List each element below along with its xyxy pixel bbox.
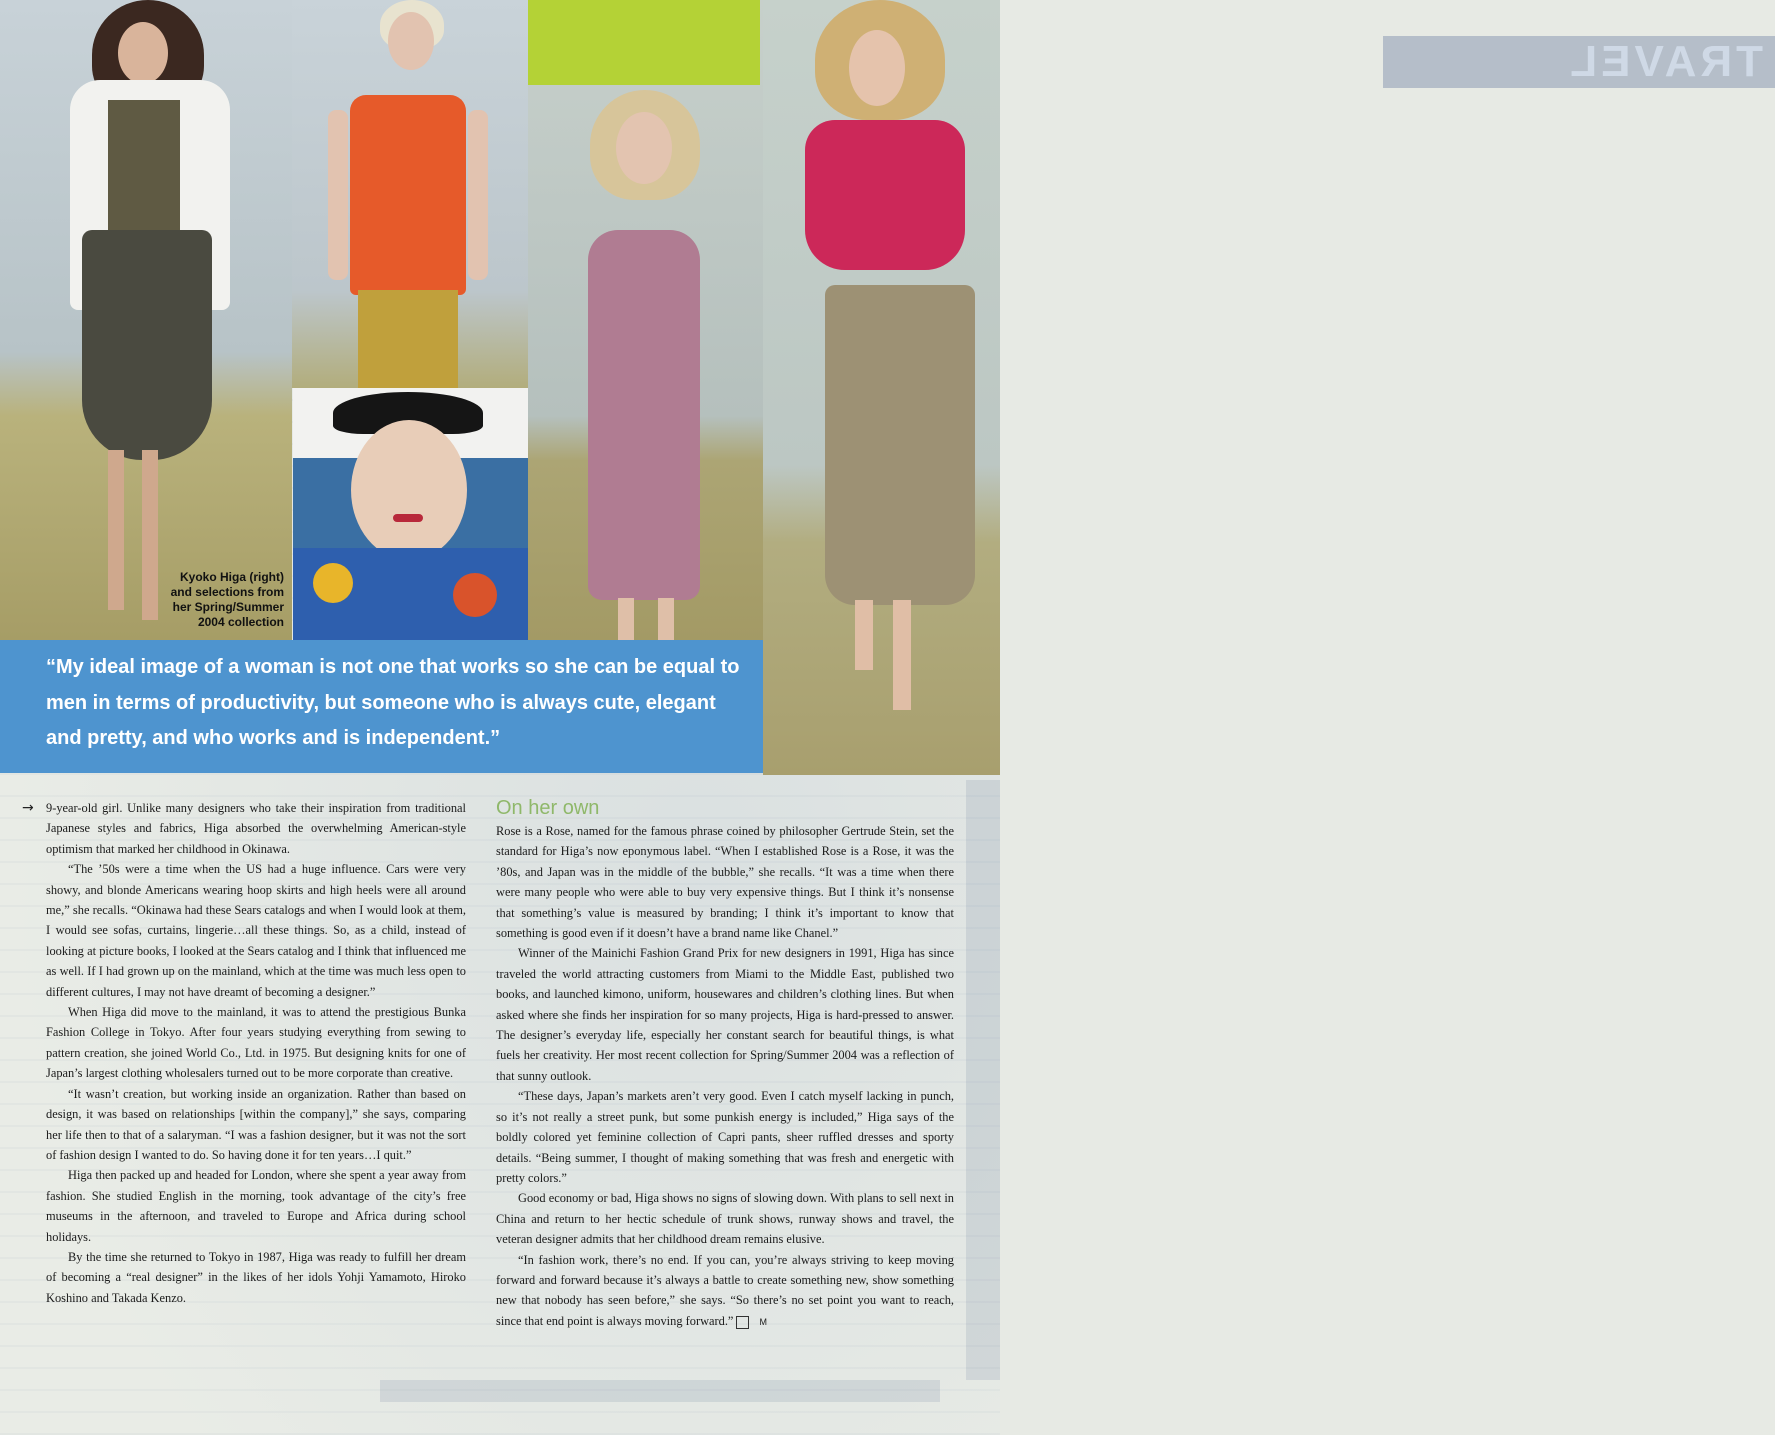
bleed-through-masthead: TRAVEL bbox=[1383, 36, 1775, 88]
runway-photo-floral-dress bbox=[528, 0, 763, 640]
continuation-arrow-icon: → bbox=[22, 800, 34, 816]
section-tab bbox=[528, 0, 760, 85]
bleed-through-band bbox=[380, 1380, 940, 1402]
bleed-through-margin bbox=[966, 780, 1000, 1380]
body-paragraph: Winner of the Mainichi Fashion Grand Prix for new designers in 1991, Higa has since traveled the world attracting customers from Miami to the Middle East, published two books, and launched kimono, uniform, housewares and children’s clothing lines. But when asked where she finds her inspiration for so many projects, Higa is hard-pressed to answer. The designer’s everyday life, especially her constant search for beautiful things, is what fuels her creativity. Her most recent collection for Spring/Summer 2004 was a reflection of that sunny outlook. bbox=[496, 946, 954, 1083]
body-paragraph: Rose is a Rose, named for the famous phrase coined by philosopher Gertrude Stein, set the standard for Higa’s now eponymous label. “When I established Rose is a Rose, it was the ’80s, and Japan was in the middle of the bubble,” she recalls. “It was a time when there were many people who were able to buy very expensive things. But I think it’s nonsense that something’s value is measured by branding; I think it’s important to know that something is good even if it doesn’t have a brand name like Chanel.” bbox=[496, 824, 954, 941]
pull-quote: “My ideal image of a woman is not one that works so she can be equal to men in terms of productivity, but someone who is always cute, elegant and pretty, and who works and is independent.” bbox=[46, 656, 740, 749]
body-paragraph: Higa then packed up and headed for London, where she spent a year away from fashion. She studied English in the morning, took advantage of the city’s free museums in the afternoon, and traveled to Europe and Africa during school holidays. bbox=[46, 1168, 466, 1244]
caption-line: and selections from bbox=[170, 585, 284, 599]
body-paragraph: “These days, Japan’s markets aren’t very good. Even I catch myself lacking in punch, so it’s not really a street punk, but some punkish energy is included,” Higa says of the boldly colored yet feminine collection of Capri pants, sheer ruffled dresses and sporty details. “Being summer, I thought of making something that was fresh and energetic with pretty colors.” bbox=[496, 1089, 954, 1185]
section-subhead: On her own bbox=[496, 797, 600, 819]
final-paragraph-text: “In fashion work, there’s no end. If you can, you’re always striving to keep moving forward and forward because it’s always a battle to create something new, show something new that nobody has seen before,” she says. “So there’s no set point you want to reach, since that end point is always moving forward.” bbox=[496, 1252, 954, 1328]
body-paragraph: “The ’50s were a time when the US had a huge influence. Cars were very showy, and blonde Americans wearing hoop skirts and high heels were all around me,” she recalls. “Okinawa had these Sears catalogs and when I would look at them, I would see sofas, curtains, lingerie…all these things. So, as a child, instead of looking at picture books, I looked at the Sears catalog and I think that influenced me as well. If I had grown up on the mainland, which at the time was much less open to different cultures, I may not have dreamt of becoming a designer.” bbox=[46, 862, 466, 999]
body-paragraph: “It wasn’t creation, but working inside an organization. Rather than based on design, it was based on relationships [within the company],” she says, comparing her life then to that of a salaryman. “I was a fashion designer, but it was not the sort of fashion design I wanted to do. So having done it for ten years…I quit.” bbox=[46, 1086, 466, 1162]
end-mark-icon: M bbox=[736, 1316, 749, 1329]
runway-photo-white-jacket bbox=[0, 0, 292, 640]
caption-line: 2004 collection bbox=[197, 615, 284, 629]
runway-photo-pink-top bbox=[763, 0, 1763, 775]
body-paragraph: 9-year-old girl. Unlike many designers who take their inspiration from traditional Japanese styles and fabrics, Higa absorbed the overwhelming American-style optimism that marked her childhood in Okinawa. bbox=[46, 801, 466, 856]
article-column-right bbox=[496, 797, 954, 1331]
photo-caption bbox=[154, 570, 284, 630]
body-paragraph: By the time she returned to Tokyo in 1987, Higa was ready to fulfill her dream of becoming a “real designer” in the likes of her idols Yohji Yamamoto, Hiroko Koshino and Takada Kenzo. bbox=[46, 1249, 466, 1305]
runway-photo-orange-top bbox=[292, 0, 528, 388]
body-paragraph bbox=[496, 1250, 954, 1332]
body-paragraph: When Higa did move to the mainland, it was to attend the prestigious Bunka Fashion College in Tokyo. After four years studying everything from sewing to pattern creation, she joined World Co., Ltd. in 1975. But designing knits for one of Japan’s largest clothing wholesalers turned out to be more corporate than creative. bbox=[46, 1005, 466, 1081]
designer-portrait-photo bbox=[293, 388, 529, 640]
body-paragraph: Good economy or bad, Higa shows no signs of slowing down. With plans to sell next in China and return to her hectic schedule of trunk shows, runway shows and travel, the veteran designer admits that her childhood dream remains elusive. bbox=[496, 1191, 954, 1247]
caption-line: her Spring/Summer bbox=[172, 600, 284, 614]
caption-line: Kyoko Higa (right) bbox=[180, 570, 284, 584]
article-column-left bbox=[46, 798, 466, 1308]
